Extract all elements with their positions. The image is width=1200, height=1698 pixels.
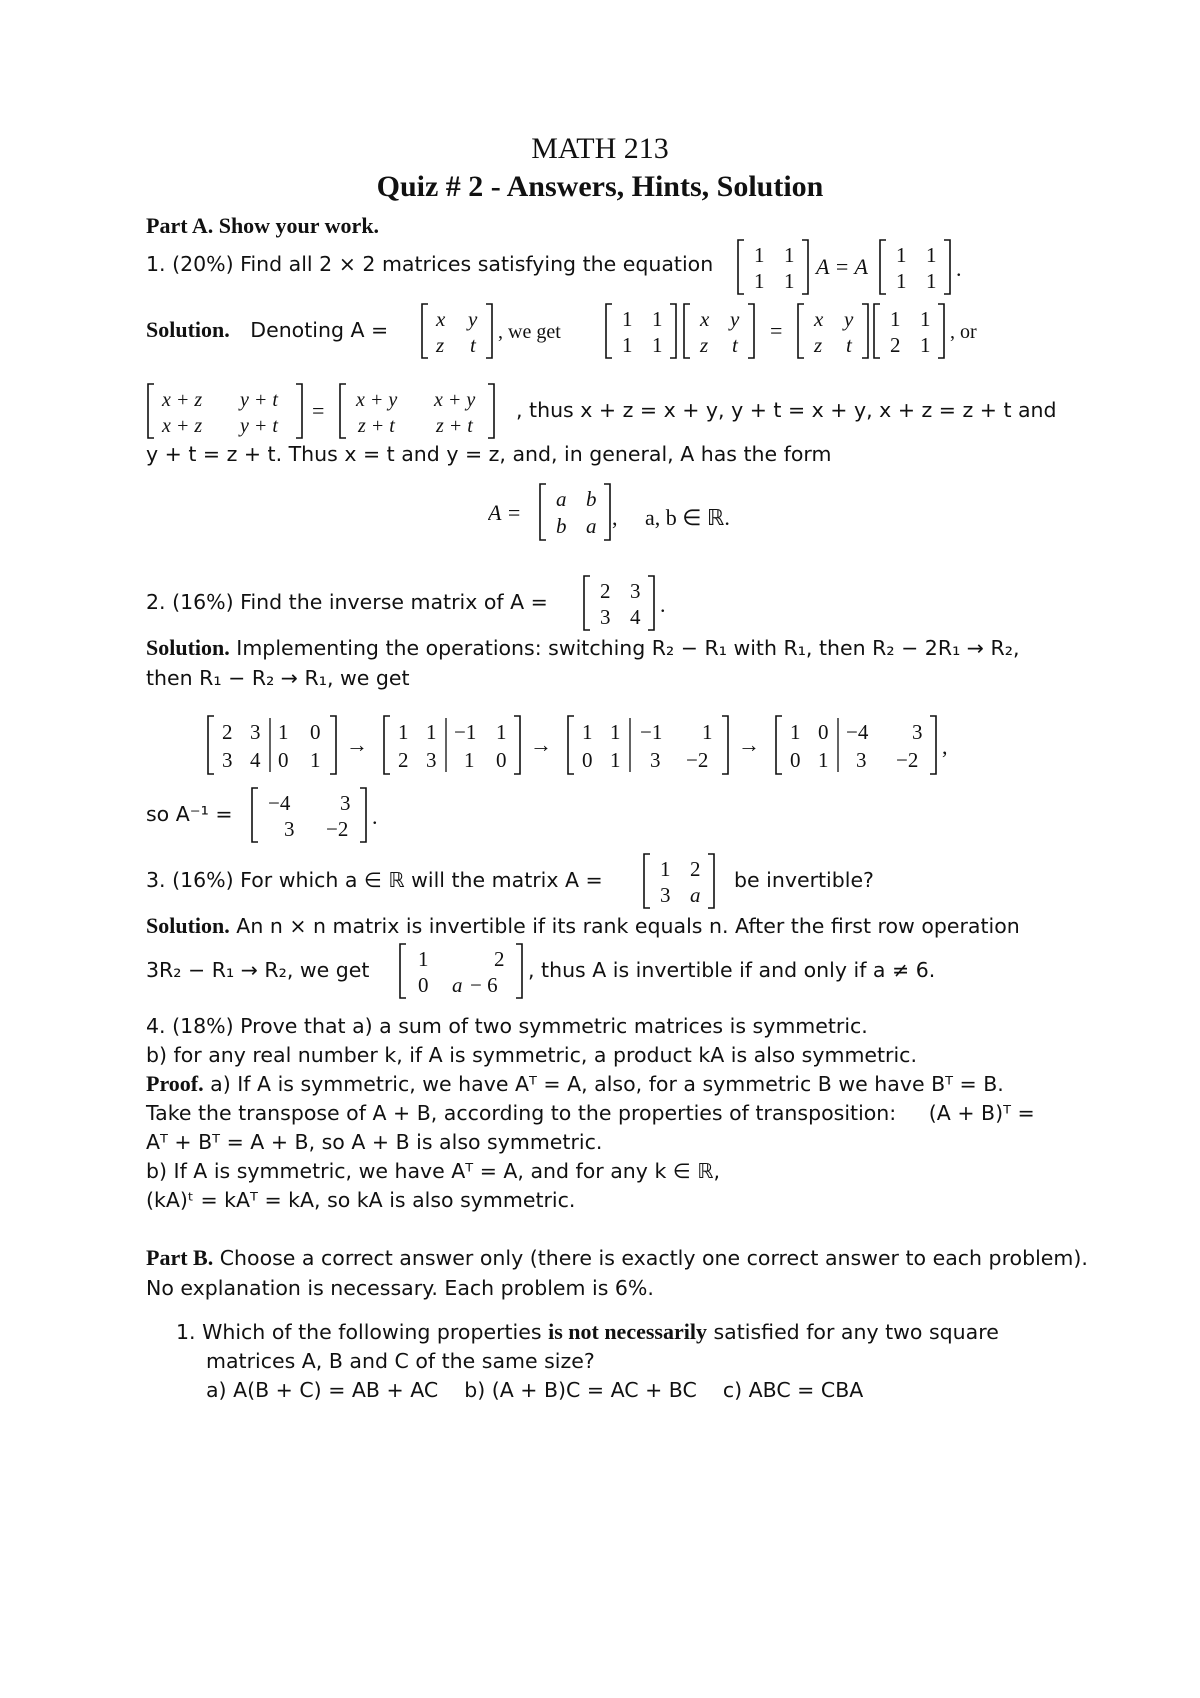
svg-text:2: 2 <box>690 857 701 881</box>
inverse-label: so A⁻¹ = <box>146 802 233 826</box>
svg-text:−1: −1 <box>640 720 663 744</box>
svg-text:0: 0 <box>278 748 289 772</box>
svg-text:1: 1 <box>622 307 633 331</box>
matrix-cell: 1 <box>896 243 907 267</box>
svg-text:−2: −2 <box>686 748 709 772</box>
matrix-cell: 1 <box>896 269 907 293</box>
matrix-cell: 1 <box>754 243 765 267</box>
svg-text:4: 4 <box>250 748 261 772</box>
svg-text:, or: , or <box>950 321 977 343</box>
svg-text:2: 2 <box>398 748 409 772</box>
svg-text:x + y: x + y <box>434 389 476 411</box>
problem-2-matrix <box>582 572 682 634</box>
part-b-question-1-options: a) A(B + C) = AB + AC b) (A + B)C = AC + BC c) ABC = CBA <box>206 1378 864 1402</box>
svg-text:1: 1 <box>426 720 437 744</box>
solution-3-tail: , thus A is invertible if and only if a ≠ 6. <box>528 958 936 982</box>
svg-text:t: t <box>846 333 852 357</box>
svg-text:x + y: x + y <box>356 389 398 411</box>
row-reduction-chain <box>206 712 1066 778</box>
matrix-ones-right <box>880 240 950 294</box>
svg-text:3: 3 <box>250 720 261 744</box>
problem-3-question-tail: be invertible? <box>734 868 874 892</box>
question-text: satisfied for any two square <box>713 1320 999 1344</box>
course-title: MATH 213 <box>531 132 669 165</box>
matrix-cell: 1 <box>784 243 795 267</box>
svg-text:y: y <box>468 307 478 331</box>
svg-text:y + t: y + t <box>240 389 278 411</box>
svg-text:,: , <box>942 734 948 759</box>
svg-text:0: 0 <box>310 720 321 744</box>
matrix-cell: 1 <box>926 243 937 267</box>
svg-text:1: 1 <box>582 720 593 744</box>
matrix-cell: 1 <box>784 269 795 293</box>
matrix-ones-left <box>738 240 808 294</box>
svg-text:1: 1 <box>790 720 801 744</box>
solution-text: An n × n matrix is invertible if its rank equals n. After the first row operation <box>236 914 1020 938</box>
problem-3-matrix <box>642 850 726 912</box>
svg-text:y: y <box>844 307 854 331</box>
svg-text:1: 1 <box>920 333 931 357</box>
period: . <box>956 256 962 281</box>
matrix-cell: 1 <box>926 269 937 293</box>
svg-text:1: 1 <box>890 307 901 331</box>
part-b-question-1-line-2: matrices A, B and C of the same size? <box>206 1349 595 1373</box>
svg-text:1: 1 <box>278 720 289 744</box>
solution-text: Denoting A = <box>250 318 389 342</box>
svg-text:−2: −2 <box>326 817 349 841</box>
part-b-label: Part B. <box>146 1245 214 1270</box>
svg-text:z + t: z + t <box>358 415 395 437</box>
svg-text:− 6: − 6 <box>470 973 498 997</box>
solution-1-thus: , thus x + z = x + y, y + t = x + y, x + z = z + t and <box>516 398 1057 422</box>
svg-text:1: 1 <box>920 307 931 331</box>
svg-text:1: 1 <box>660 857 671 881</box>
svg-text:1: 1 <box>610 748 621 772</box>
solution-1-intro <box>146 316 388 344</box>
proof-text: a) If A is symmetric, we have Aᵀ = A, also, for a symmetric B we have Bᵀ = B. <box>210 1072 1004 1096</box>
svg-text:x + z: x + z <box>162 415 203 437</box>
solution-3-text-2: 3R₂ − R₁ → R₂, we get <box>146 958 370 982</box>
svg-text:z: z <box>700 333 709 357</box>
svg-text:3: 3 <box>660 883 671 907</box>
solution-3-text <box>146 912 1020 940</box>
svg-text:x: x <box>436 307 446 331</box>
svg-text:1: 1 <box>398 720 409 744</box>
svg-text:3: 3 <box>284 817 295 841</box>
svg-text:b: b <box>586 487 597 511</box>
svg-text:0: 0 <box>790 748 801 772</box>
part-b-heading <box>146 1244 1088 1272</box>
svg-text:3: 3 <box>650 748 661 772</box>
part-a-heading: Part A. Show your work. <box>146 213 380 238</box>
svg-text:=: = <box>312 398 325 423</box>
svg-text:z: z <box>814 333 823 357</box>
svg-text:0: 0 <box>582 748 593 772</box>
problem-1-equation <box>736 236 996 298</box>
svg-text:−4: −4 <box>846 720 869 744</box>
svg-text:a: a <box>586 514 597 538</box>
svg-text:3: 3 <box>630 579 641 603</box>
svg-text:b: b <box>556 514 567 538</box>
equation-text: A = A <box>816 254 868 279</box>
svg-text:1: 1 <box>702 720 713 744</box>
svg-text:z + t: z + t <box>436 415 473 437</box>
svg-text:A =: A = <box>488 500 522 525</box>
problem-3-question: 3. (16%) For which a ∈ ℝ will the matrix A = <box>146 868 603 892</box>
svg-text:.: . <box>660 592 666 617</box>
svg-text:1: 1 <box>418 947 429 971</box>
svg-text:→: → <box>346 732 368 757</box>
general-form-domain: , a, b ∈ ℝ. <box>612 505 730 530</box>
problem-4-line-1: 4. (18%) Prove that a) a sum of two symmetric matrices is symmetric. <box>146 1014 868 1038</box>
svg-text:y + t: y + t <box>240 415 278 437</box>
augmented-matrix-3 <box>568 716 728 774</box>
svg-text:3: 3 <box>426 748 437 772</box>
svg-text:−2: −2 <box>896 748 919 772</box>
proof-line-3: Aᵀ + Bᵀ = A + B, so A + B is also symmetric. <box>146 1130 603 1154</box>
part-b-heading-2: No explanation is necessary. Each problem is 6%. <box>146 1276 654 1300</box>
solution-1-conclusion: y + t = z + t. Thus x = t and y = z, and, in general, A has the form <box>146 442 832 466</box>
svg-text:2: 2 <box>494 947 505 971</box>
solution-2-text-2: then R₁ − R₂ → R₁, we get <box>146 666 410 690</box>
svg-text:→: → <box>738 732 760 757</box>
svg-text:−1: −1 <box>454 720 477 744</box>
solution-label: Solution. <box>146 913 230 938</box>
proof-line-2: Take the transpose of A + B, according to the properties of transposition: (A + B)ᵀ = <box>146 1101 1035 1125</box>
proof-line-1 <box>146 1070 1004 1098</box>
svg-text:a: a <box>452 973 463 997</box>
svg-text:→: → <box>530 732 552 757</box>
question-emphasis: is not necessarily <box>548 1319 707 1344</box>
question-text: 1. Which of the following properties <box>176 1320 542 1344</box>
svg-text:a: a <box>556 487 567 511</box>
augmented-matrix-2 <box>384 716 520 774</box>
svg-text:3: 3 <box>856 748 867 772</box>
svg-text:x: x <box>700 307 710 331</box>
svg-text:3: 3 <box>912 720 923 744</box>
solution-label: Solution. <box>146 317 230 342</box>
svg-text:a: a <box>690 883 701 907</box>
problem-2-question: 2. (16%) Find the inverse matrix of A = <box>146 590 548 614</box>
svg-text:2: 2 <box>222 720 233 744</box>
svg-text:−4: −4 <box>268 791 291 815</box>
svg-text:1: 1 <box>464 748 475 772</box>
matrix-cell: 1 <box>754 269 765 293</box>
solution-3-matrix <box>398 940 532 1002</box>
augmented-matrix-4 <box>776 716 936 774</box>
svg-text:=: = <box>770 318 783 343</box>
solution-1-equation <box>420 300 1080 362</box>
svg-text:.: . <box>372 804 378 829</box>
augmented-matrix-1 <box>208 716 336 774</box>
quiz-subtitle: Quiz # 2 - Answers, Hints, Solution <box>376 170 824 203</box>
svg-text:y: y <box>730 307 740 331</box>
svg-text:0: 0 <box>418 973 429 997</box>
svg-text:1: 1 <box>496 720 507 744</box>
inverse-matrix <box>250 784 390 846</box>
svg-text:3: 3 <box>340 791 351 815</box>
svg-text:4: 4 <box>630 605 641 629</box>
solution-label: Solution. <box>146 635 230 660</box>
solution-1-lhs-rhs <box>146 380 516 442</box>
svg-text:3: 3 <box>600 605 611 629</box>
problem-1-question: 1. (20%) Find all 2 × 2 matrices satisfying the equation <box>146 252 714 276</box>
svg-text:z: z <box>436 333 445 357</box>
svg-text:0: 0 <box>818 720 829 744</box>
part-b-instructions: Choose a correct answer only (there is exactly one correct answer to each problem). <box>219 1246 1088 1270</box>
svg-text:3: 3 <box>222 748 233 772</box>
solution-2-text <box>146 634 1019 662</box>
svg-text:1: 1 <box>310 748 321 772</box>
svg-text:0: 0 <box>496 748 507 772</box>
svg-text:1: 1 <box>652 333 663 357</box>
svg-text:2: 2 <box>890 333 901 357</box>
proof-label: Proof. <box>146 1071 204 1096</box>
svg-text:t: t <box>732 333 738 357</box>
solution-text: Implementing the operations: switching R₂ − R₁ with R₁, then R₂ − 2R₁ → R₂, <box>236 636 1020 660</box>
proof-line-4: b) If A is symmetric, we have Aᵀ = A, and for any k ∈ ℝ, <box>146 1159 720 1183</box>
svg-text:1: 1 <box>652 307 663 331</box>
svg-text:1: 1 <box>818 748 829 772</box>
part-b-question-1 <box>176 1318 999 1346</box>
svg-text:x: x <box>814 307 824 331</box>
svg-text:2: 2 <box>600 579 611 603</box>
proof-line-5: (kA)ᵗ = kAᵀ = kA, so kA is also symmetric. <box>146 1188 576 1212</box>
svg-text:t: t <box>470 333 476 357</box>
problem-4-line-2: b) for any real number k, if A is symmetric, a product kA is also symmetric. <box>146 1043 917 1067</box>
svg-text:x + z: x + z <box>162 389 203 411</box>
svg-text:1: 1 <box>610 720 621 744</box>
svg-text:, we get: , we get <box>498 321 561 343</box>
svg-text:1: 1 <box>622 333 633 357</box>
